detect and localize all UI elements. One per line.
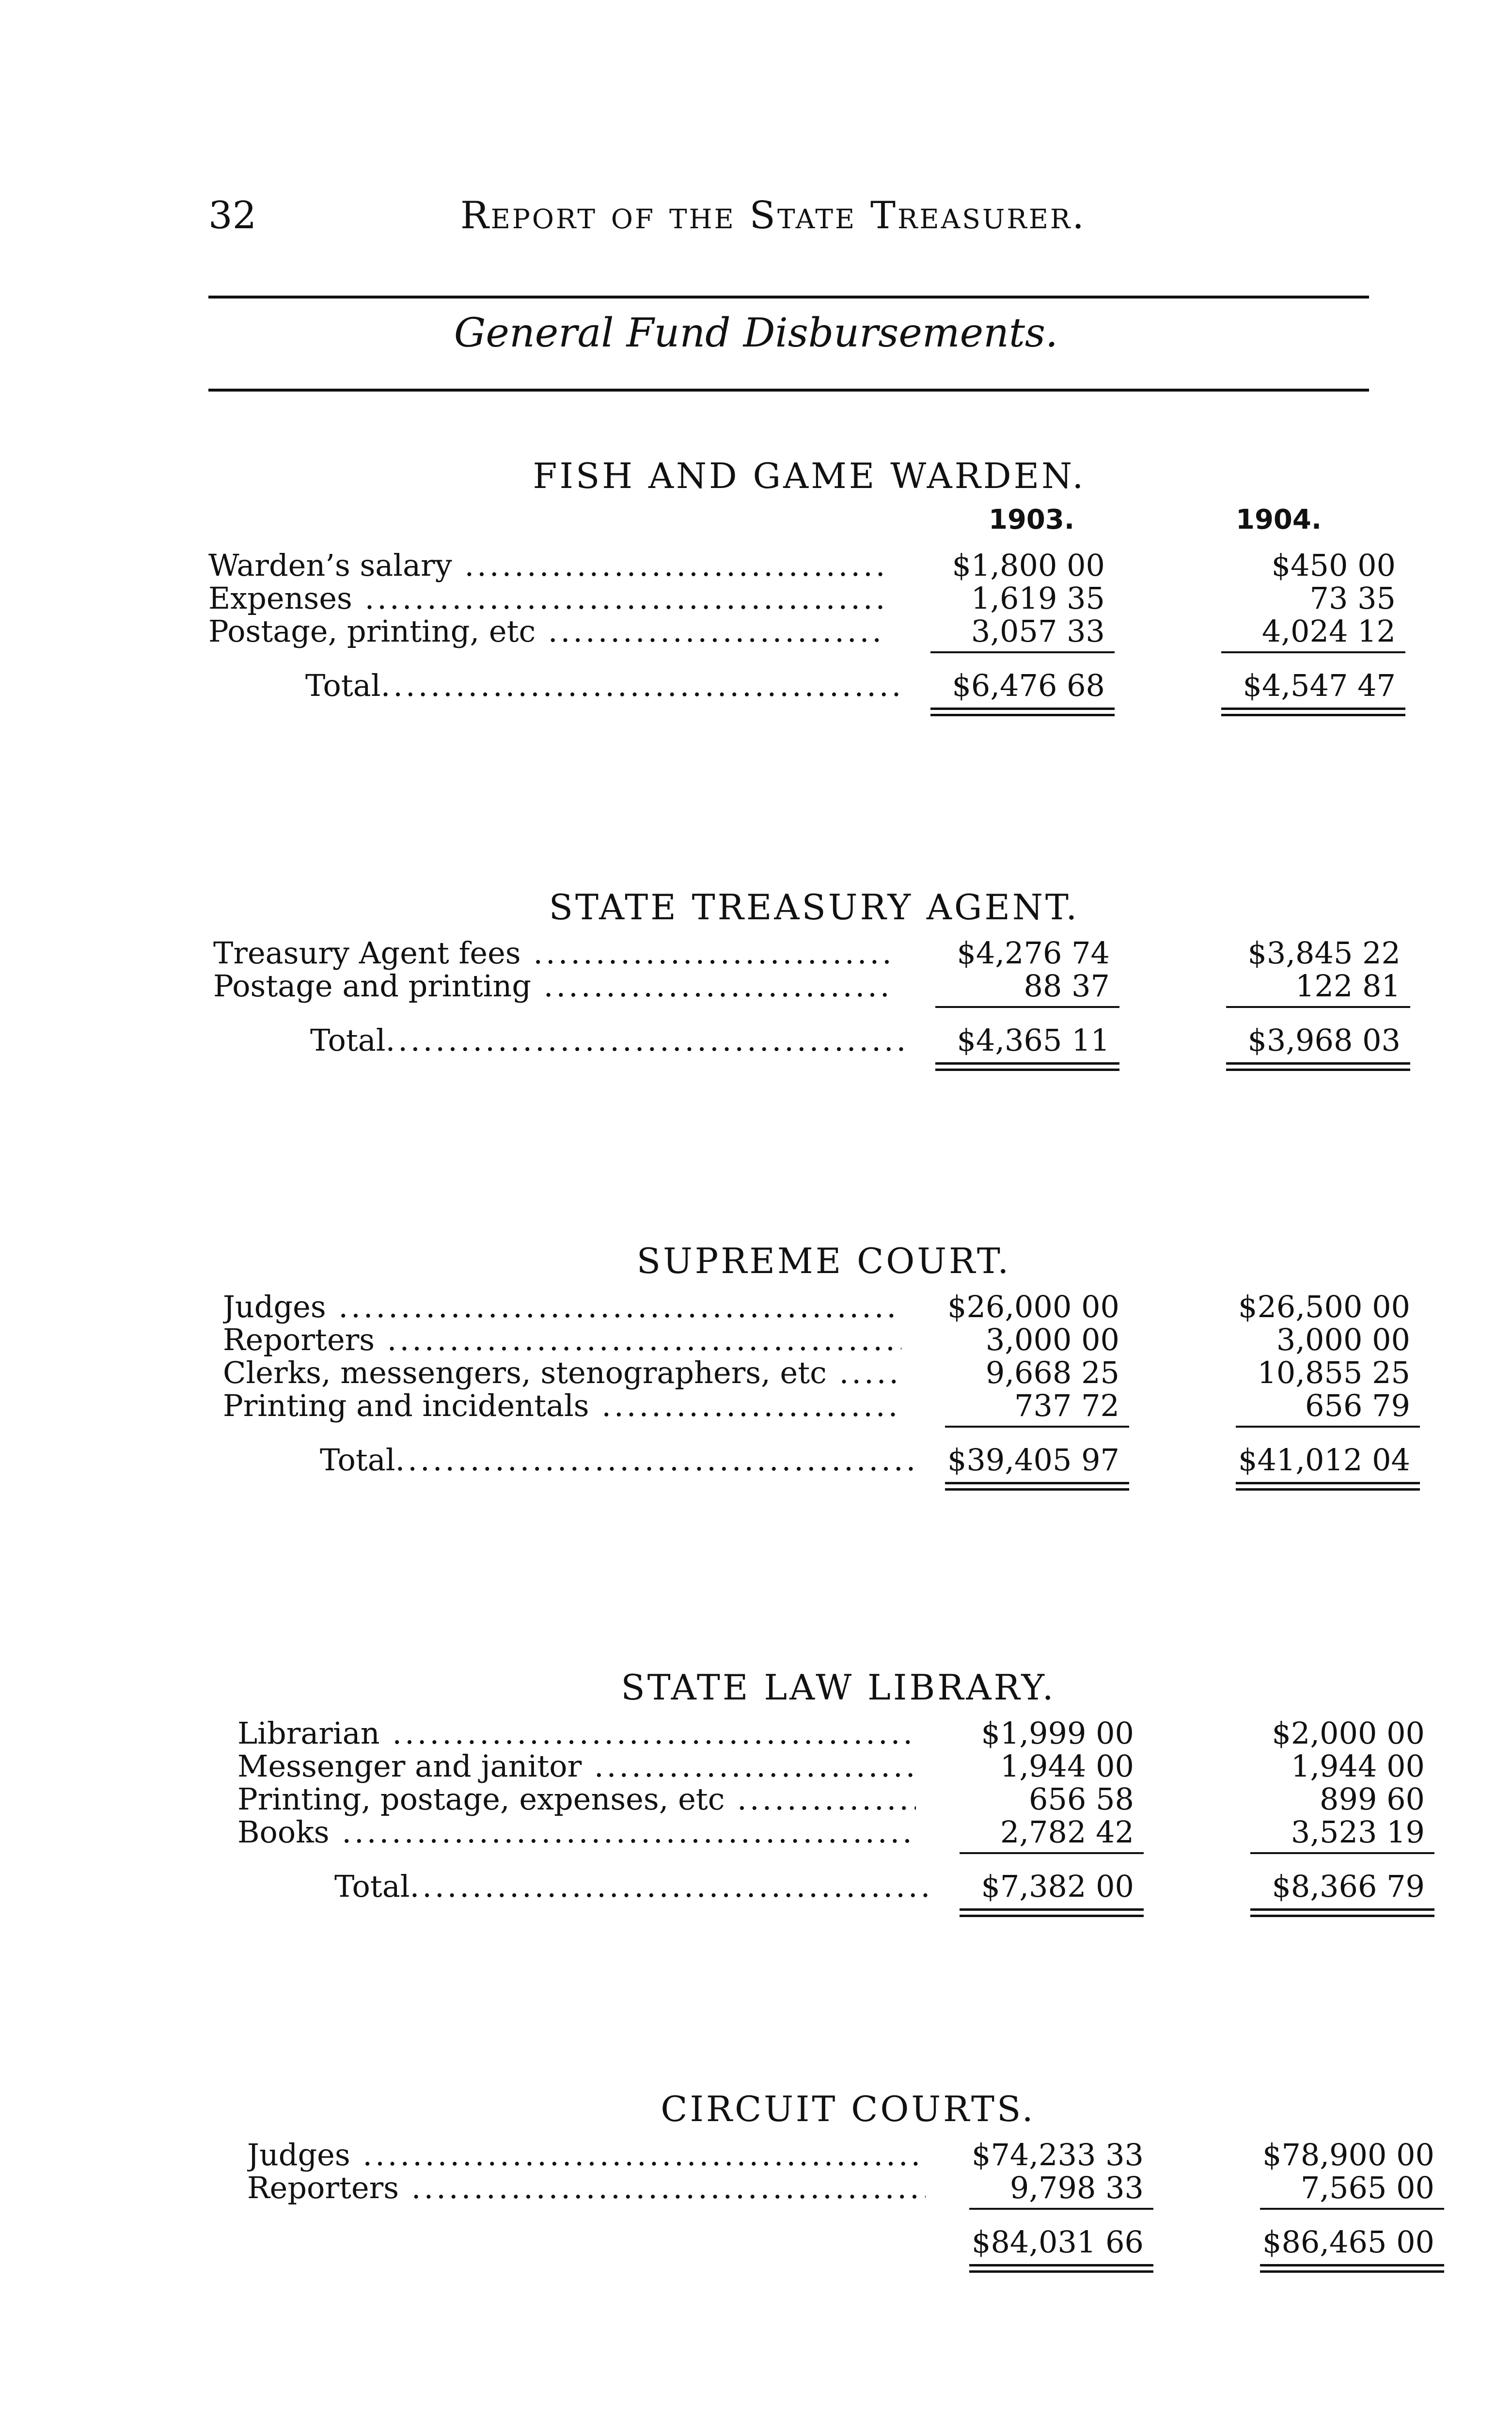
total-row bbox=[247, 2218, 1449, 2261]
section-circuit-courts bbox=[247, 2089, 1449, 2281]
total-label: Total ..... bbox=[305, 668, 906, 703]
header-rule-top bbox=[208, 296, 1369, 299]
double-rule-1903 bbox=[935, 1062, 1119, 1071]
double-rule bbox=[208, 705, 1410, 724]
value-1903: $26,000 00 bbox=[947, 1289, 1119, 1324]
table-row bbox=[223, 1355, 1425, 1388]
total-1904: $4,547 47 bbox=[1243, 668, 1396, 703]
table-row bbox=[237, 1748, 1439, 1784]
double-rule bbox=[237, 1905, 1439, 1925]
double-rule bbox=[247, 2261, 1449, 2281]
value-1904: 3,000 00 bbox=[1276, 1322, 1410, 1357]
sum-rule-1904 bbox=[1260, 2208, 1444, 2210]
running-title: Report of the State Treasurer. bbox=[460, 194, 1087, 237]
sum-rule bbox=[208, 646, 1410, 661]
table-row bbox=[237, 1814, 1439, 1850]
header-rule-bottom bbox=[208, 389, 1369, 392]
value-1903: $4,276 74 bbox=[957, 935, 1110, 971]
value-1903: $1,999 00 bbox=[981, 1715, 1134, 1751]
total-label: Total ..... bbox=[320, 1442, 921, 1478]
total-1903: $7,382 00 bbox=[981, 1869, 1134, 1904]
row-label: Postage and printing ..... bbox=[213, 968, 892, 1004]
value-1904: 899 60 bbox=[1320, 1781, 1425, 1817]
section-title: STATE TREASURY AGENT. bbox=[549, 887, 1080, 928]
section-title: CIRCUIT COURTS. bbox=[661, 2089, 1036, 2129]
value-1903: 3,000 00 bbox=[985, 1322, 1119, 1357]
sum-rule-1903 bbox=[945, 1426, 1129, 1428]
table-row bbox=[223, 1322, 1425, 1355]
table-row bbox=[223, 1388, 1425, 1421]
sum-rule-1904 bbox=[1226, 1006, 1410, 1008]
total-1903: $84,031 66 bbox=[972, 2224, 1144, 2260]
double-rule-1904 bbox=[1226, 1062, 1410, 1071]
page-header bbox=[208, 194, 1371, 252]
page-number: 32 bbox=[208, 194, 257, 237]
value-1903: 3,057 33 bbox=[971, 614, 1105, 649]
row-label: Judges ..... bbox=[247, 2137, 926, 2172]
value-1904: $78,900 00 bbox=[1262, 2137, 1434, 2172]
row-label: Postage, printing, etc ..... bbox=[208, 614, 887, 649]
value-1903: 656 58 bbox=[1029, 1781, 1134, 1817]
value-1903: 2,782 42 bbox=[1000, 1814, 1134, 1850]
year-header-1903: 1903. bbox=[989, 504, 1075, 535]
double-rule-1903 bbox=[960, 1908, 1144, 1917]
double-rule bbox=[213, 1059, 1415, 1079]
total-label: Total ..... bbox=[310, 1023, 911, 1058]
value-1903: $74,233 33 bbox=[972, 2137, 1144, 2172]
sum-rule-1904 bbox=[1250, 1852, 1434, 1854]
double-rule-1904 bbox=[1236, 1482, 1420, 1491]
double-rule-1904 bbox=[1250, 1908, 1434, 1917]
double-rule-1903 bbox=[945, 1482, 1129, 1491]
row-label: Judges ..... bbox=[223, 1289, 901, 1324]
table-row bbox=[213, 968, 1415, 1004]
row-label: Clerks, messengers, stenographers, etc ..... bbox=[223, 1355, 901, 1390]
sum-rule bbox=[247, 2203, 1449, 2218]
sum-rule-1904 bbox=[1236, 1426, 1420, 1428]
row-label: Books ..... bbox=[237, 1814, 916, 1850]
table-row bbox=[208, 614, 1410, 649]
section-state-treasury-agent bbox=[213, 887, 1415, 1079]
double-rule-1904 bbox=[1260, 2264, 1444, 2273]
total-1904: $8,366 79 bbox=[1272, 1869, 1425, 1904]
value-1904: 122 81 bbox=[1295, 968, 1401, 1004]
row-label: Printing, postage, expenses, etc ..... bbox=[237, 1781, 916, 1817]
table-row bbox=[208, 581, 1410, 614]
value-1904: $3,845 22 bbox=[1247, 935, 1401, 971]
value-1903: 9,798 33 bbox=[1009, 2170, 1144, 2205]
row-label: Reporters ..... bbox=[247, 2170, 926, 2205]
section-supreme-court bbox=[223, 1241, 1425, 1498]
total-row bbox=[223, 1435, 1425, 1479]
value-1904: $26,500 00 bbox=[1238, 1289, 1410, 1324]
sum-rule-1903 bbox=[969, 2208, 1153, 2210]
row-label: Messenger and janitor ..... bbox=[237, 1748, 916, 1784]
year-headers bbox=[208, 504, 1410, 548]
value-1903: 1,944 00 bbox=[1000, 1748, 1134, 1784]
double-rule-1904 bbox=[1221, 708, 1405, 716]
value-1903: 9,668 25 bbox=[985, 1355, 1119, 1390]
sum-rule-1903 bbox=[930, 651, 1115, 653]
section-title: STATE LAW LIBRARY. bbox=[621, 1667, 1056, 1708]
value-1903: 1,619 35 bbox=[971, 581, 1105, 616]
double-rule-1903 bbox=[969, 2264, 1153, 2273]
total-1904: $3,968 03 bbox=[1247, 1023, 1401, 1058]
row-label: Treasury Agent fees ..... bbox=[213, 935, 892, 971]
total-label: Total ..... bbox=[334, 1869, 935, 1904]
year-header-1904: 1904. bbox=[1236, 504, 1322, 535]
row-label: Printing and incidentals ..... bbox=[223, 1388, 901, 1423]
sum-rule bbox=[223, 1421, 1425, 1435]
value-1903: 737 72 bbox=[1014, 1388, 1119, 1423]
value-1904: 4,024 12 bbox=[1261, 614, 1396, 649]
table-row bbox=[237, 1781, 1439, 1817]
total-1904: $86,465 00 bbox=[1262, 2224, 1434, 2260]
total-row bbox=[208, 661, 1410, 705]
row-label: Warden’s salary ..... bbox=[208, 548, 887, 583]
value-1904: 7,565 00 bbox=[1300, 2170, 1434, 2205]
sum-rule bbox=[237, 1847, 1439, 1862]
table-row bbox=[213, 935, 1415, 971]
value-1903: 88 37 bbox=[1024, 968, 1110, 1004]
section-subtitle: General Fund Disbursements. bbox=[454, 310, 1058, 356]
value-1903: $1,800 00 bbox=[952, 548, 1105, 583]
sum-rule bbox=[213, 1001, 1415, 1016]
total-row bbox=[237, 1862, 1439, 1905]
section-fish-and-game-warden bbox=[208, 456, 1410, 724]
value-1904: $2,000 00 bbox=[1272, 1715, 1425, 1751]
total-1903: $39,405 97 bbox=[947, 1442, 1119, 1478]
row-label: Reporters ..... bbox=[223, 1322, 901, 1357]
section-title: FISH AND GAME WARDEN. bbox=[533, 456, 1086, 496]
value-1904: 3,523 19 bbox=[1291, 1814, 1425, 1850]
sum-rule-1904 bbox=[1221, 651, 1405, 653]
value-1904: 73 35 bbox=[1309, 581, 1396, 616]
value-1904: $450 00 bbox=[1271, 548, 1396, 583]
table-row bbox=[208, 548, 1410, 581]
value-1904: 1,944 00 bbox=[1291, 1748, 1425, 1784]
table-row bbox=[247, 2170, 1449, 2203]
sum-rule-1903 bbox=[960, 1852, 1144, 1854]
row-label: Librarian ..... bbox=[237, 1715, 916, 1751]
table-row bbox=[247, 2137, 1449, 2170]
double-rule bbox=[223, 1479, 1425, 1498]
value-1904: 10,855 25 bbox=[1257, 1355, 1410, 1390]
double-rule-1903 bbox=[930, 708, 1115, 716]
section-title: SUPREME COURT. bbox=[636, 1241, 1011, 1281]
section-state-law-library bbox=[237, 1667, 1439, 1925]
sum-rule-1903 bbox=[935, 1006, 1119, 1008]
total-row bbox=[213, 1016, 1415, 1059]
total-1903: $6,476 68 bbox=[952, 668, 1105, 703]
total-1903: $4,365 11 bbox=[957, 1023, 1110, 1058]
row-label: Expenses ..... bbox=[208, 581, 887, 616]
value-1904: 656 79 bbox=[1305, 1388, 1410, 1423]
table-row bbox=[223, 1289, 1425, 1322]
table-row bbox=[237, 1715, 1439, 1751]
total-1904: $41,012 04 bbox=[1238, 1442, 1410, 1478]
